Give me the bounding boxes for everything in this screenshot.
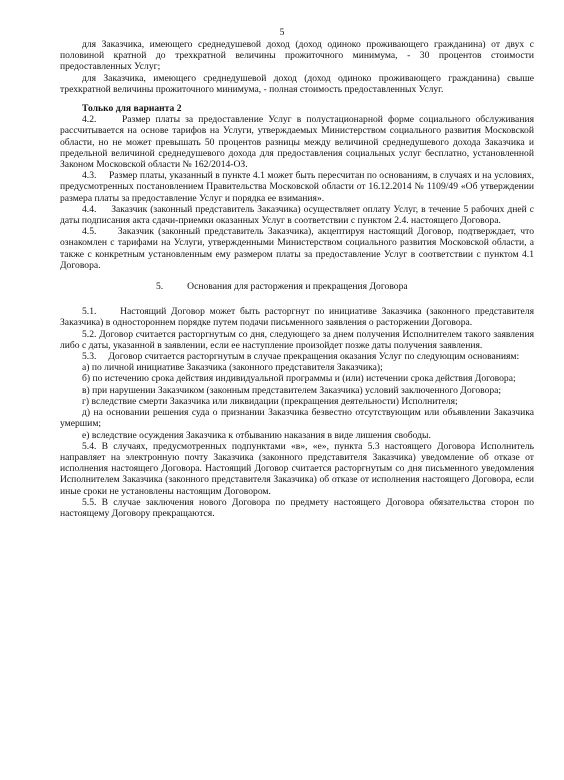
ground-v: в) при нарушении Заказчиком (законным представителем Заказчика) условий заключенного Договора; <box>82 384 502 396</box>
variant-2-title: Только для варианта 2 <box>82 103 182 115</box>
clause-5-1: 5.1. Настоящий Договор может быть расторгнут по инициативе Заказчика (законного представителя Заказчика) в одностороннем порядке путем подачи письменного заявления о расторжении Договора. <box>60 306 534 329</box>
clause-4-5: 4.5. Заказчик (законный представитель Заказчика), акцептируя настоящий Договор, подтверждает, что ознакомлен с тарифами на Услуги, утвержденными Министерством социального развития Московской области, а также с конкретным установленным ему размером платы за предоставление Услуг в соответствии с пунктом 4.1 Договора. <box>60 226 534 271</box>
clause-4-3: 4.3. Размер платы, указанный в пункте 4.1 может быть пересчитан по основаниям, в случаях и на условиях, предусмотренных постановлением Правительства Московской области от 16.12.2014 № 1109/49 «Об утверждении размера платы за предоставление Услуг и порядка ее взимания». <box>60 170 534 204</box>
clause-5-4: 5.4. В случаях, предусмотренных подпунктами «в», «е», пункта 5.3 настоящего Договора Исполнитель направляет на электронную почту Заказчика (законного представителя Заказчика) уведомление об отказе от исполнения настоящего Договора. Настоящий Договор считается расторгнутым со дня письменного уведомления Исполнителем Заказчика (законного представителя Заказчика) об отказе от исполнения настоящего Договора, если иные сроки не установлены настоящим Договором. <box>60 440 534 497</box>
ground-a: а) по личной инициативе Заказчика (законного представителя Заказчика); <box>82 362 383 374</box>
clause-4-4: 4.4. Заказчик (законный представитель Заказчика) осуществляет оплату Услуг, в течение 5 рабочих дней с даты подписания акта сдачи-приемки оказанных Услуг в соответствии с пунктом 2.4. настоящего Договора. <box>60 203 534 227</box>
clause-5-2: 5.2. Договор считается расторгнутым со дня, следующего за днем получения Исполнителем такого заявления либо с даты, указанной в заявлении, если ее наступление произойдет позже даты получения заявления. <box>60 328 534 351</box>
ground-g: г) вследствие смерти Заказчика или ликвидации (прекращения деятельности) Исполнителя; <box>82 395 458 407</box>
clause-5-5: 5.5. В случае заключения нового Договора по предмету настоящего Договора обязательства сторон по настоящему Договору прекращаются. <box>60 496 534 519</box>
ground-e: е) вследствие осуждения Заказчика к отбыванию наказания в виде лишения свободы. <box>82 429 431 441</box>
ground-b: б) по истечению срока действия индивидуальной программы и (или) истечении срока действия Договора; <box>82 373 516 385</box>
section-5-heading: 5. Основания для расторжения и прекращения Договора <box>156 281 408 293</box>
page-number: 5 <box>279 27 285 38</box>
paragraph-payment-30-percent: для Заказчика, имеющего среднедушевой доход (доход одиноко проживающего гражданина) от двух с половиной кратной до трехкратной величины прожиточного минимума, - 30 процентов стоимости предоставленных Услуг; <box>60 39 534 73</box>
ground-d: д) на основании решения суда о признании Заказчика безвестно отсутствующим или объявлении Заказчика умершим; <box>60 407 534 430</box>
clause-5-3: 5.3. Договор считается расторгнутым в случае прекращения оказания Услуг по следующим основаниям: <box>82 351 520 363</box>
document-body <box>60 39 534 519</box>
clause-4-2: 4.2. Размер платы за предоставление Услуг в полустационарной форме социального обслуживания рассчитывается на основе тарифов на Услуги, утверждаемых Министерством социального развития Московской области, но не может превышать 50 процентов разницы между величиной среднедушевого дохода Заказчика и предельной величиной среднедушевого дохода для предоставления социальных услуг бесплатно, установленной Законом Московской области № 162/2014-ОЗ. <box>60 114 534 171</box>
paragraph-payment-full-cost: для Заказчика, имеющего среднедушевой доход (доход одиноко проживающего гражданина) свыше трехкратной величины прожиточного минимума, - полная стоимость предоставленных Услуг. <box>60 72 534 95</box>
